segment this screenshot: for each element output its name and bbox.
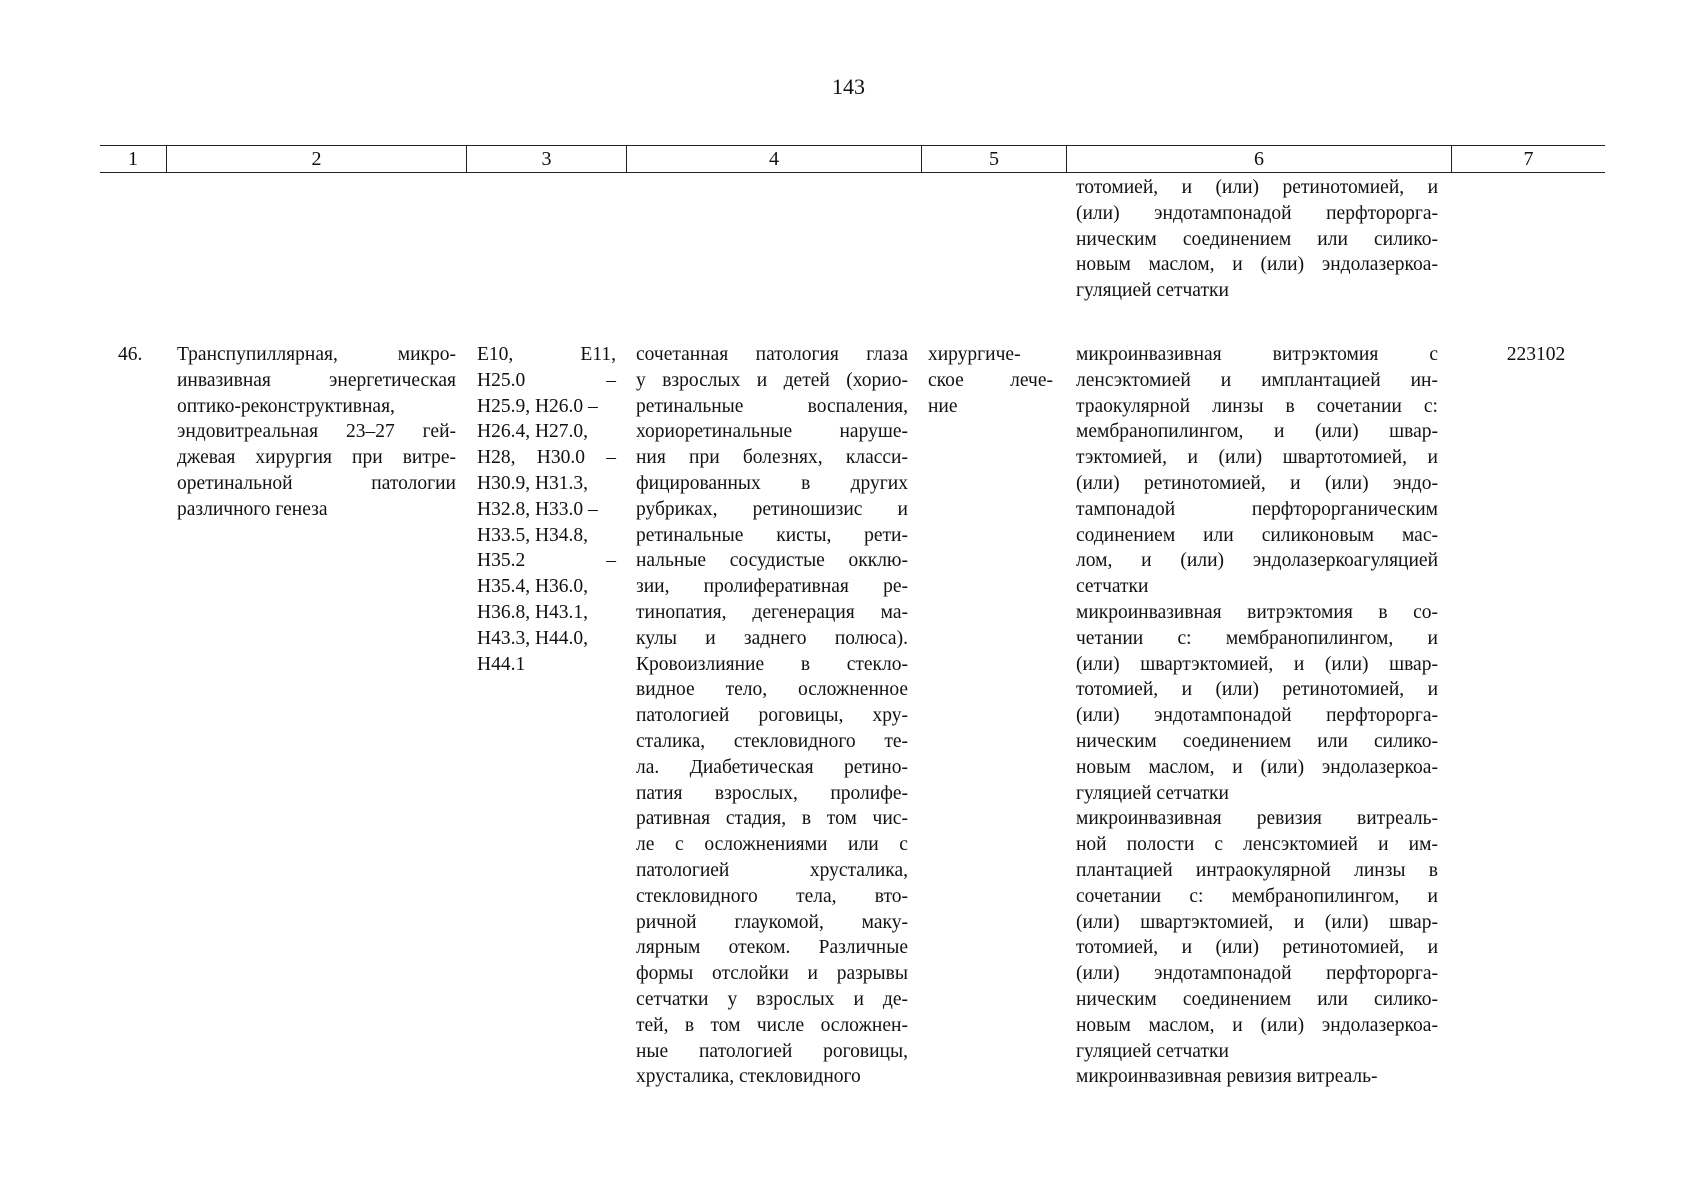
- cont6-line: тотомией, и (или) ретинотомией, и: [1076, 177, 1438, 198]
- cont6-line: ническим соединением или силико-: [1076, 228, 1438, 250]
- cont6-line: (или) эндотампонадой перфторорга-: [1076, 202, 1438, 224]
- header-col-1: 1: [100, 146, 167, 172]
- c2-line: инвазивная энергетическая: [177, 369, 456, 391]
- c2-line: джевая хирургия при витре-: [177, 447, 456, 469]
- c4-line: тей, в том числе осложнен-: [636, 1014, 908, 1036]
- c6-line: микроинвазивная ревизия витреаль-: [1076, 808, 1438, 830]
- header-col-2: 2: [167, 146, 467, 172]
- c6-line: микроинвазивная витрэктомия с: [1076, 344, 1438, 365]
- c4-line: формы отслойки и разрывы: [636, 963, 908, 985]
- c2-line: Транспупиллярная, микро-: [177, 344, 456, 365]
- c4-line: сочетанная патология глаза: [636, 344, 908, 365]
- c4-line: нальные сосудистые окклю-: [636, 550, 908, 572]
- c6-line: плантацией интраокулярной линзы в: [1076, 859, 1438, 881]
- c3-line: H35.4, H36.0,: [477, 576, 589, 598]
- c3-line: H25.0 –: [477, 369, 616, 391]
- c4-line: стекловидного тела, вто-: [636, 885, 908, 907]
- c4-line: ретинальные воспаления,: [636, 395, 908, 417]
- c4-line: ричной глаукомой, маку-: [636, 911, 908, 933]
- header-col-7: 7: [1523, 148, 1534, 170]
- c3-line: H33.5, H34.8,: [477, 524, 589, 546]
- c3-line: H35.2 –: [477, 550, 616, 572]
- c4-line: сталика, стекловидного те-: [636, 730, 908, 752]
- c3-line: E10, E11,: [477, 344, 616, 365]
- c4-line: Кровоизлияние в стекло-: [636, 653, 908, 675]
- c6-line: микроинвазивная ревизия витреаль-: [1076, 1066, 1378, 1088]
- cont6-line: новым маслом, и (или) эндолазеркоа-: [1076, 254, 1438, 276]
- c3-line: H36.8, H43.1,: [477, 601, 589, 623]
- table-header-row: [100, 145, 1605, 173]
- c4-line: сетчатки у взрослых и де-: [636, 988, 908, 1010]
- col3-icd-codes: [477, 342, 616, 677]
- c4-line: тинопатия, дегенерация ма-: [636, 601, 908, 623]
- c6-line: траокулярной линзы в сочетании с:: [1076, 395, 1438, 417]
- col7-cost: [1486, 342, 1586, 368]
- c6-line: лом, и (или) эндолазеркоагуляцией: [1076, 550, 1438, 572]
- c3-line: H43.3, H44.0,: [477, 627, 589, 649]
- header-col-3: 3: [467, 146, 627, 172]
- c6-line: тэктомией, и (или) швартотомией, и: [1076, 447, 1438, 469]
- c6-line: ническим соединением или силико-: [1076, 988, 1438, 1010]
- c4-line: у взрослых и детей (хорио-: [636, 369, 908, 391]
- c2-line: различного генеза: [177, 498, 328, 520]
- col4-diagnosis: [636, 342, 908, 1090]
- c6-line: гуляцией сетчатки: [1076, 1040, 1229, 1062]
- c4-line: зии, пролиферативная ре-: [636, 576, 908, 598]
- col2-method-name: [177, 342, 456, 523]
- c3-line: H44.1: [477, 653, 526, 675]
- c6-line: тампонадой перфторорганическим: [1076, 498, 1438, 520]
- page-number: 143: [832, 74, 865, 99]
- c3-line: H30.9, H31.3,: [477, 472, 589, 494]
- row-number-text: 46.: [118, 344, 143, 365]
- c6-line: содинением или силиконовым мас-: [1076, 524, 1438, 546]
- c2-line: оптико-реконструктивная,: [177, 395, 395, 417]
- c6-line: четании с: мембранопилингом, и: [1076, 627, 1438, 649]
- c4-line: видное тело, осложненное: [636, 679, 908, 701]
- c6-line: (или) швартэктомией, и (или) швар-: [1076, 653, 1438, 675]
- c4-line: патологией роговицы, хру-: [636, 705, 908, 727]
- c5-line: хирургиче-: [928, 344, 1021, 365]
- row-number: [118, 342, 158, 368]
- c6-line: сочетании с: мембранопилингом, и: [1076, 885, 1438, 907]
- c6-line: новым маслом, и (или) эндолазеркоа-: [1076, 756, 1438, 778]
- c6-line: ной полости с ленсэктомией и им-: [1076, 834, 1438, 856]
- c6-line: тотомией, и (или) ретинотомией, и: [1076, 679, 1438, 701]
- c2-line: эндовитреальная 23–27 гей-: [177, 421, 456, 443]
- c5-line: ское лече-: [928, 369, 1053, 391]
- header-col-4: 4: [627, 146, 922, 172]
- c6-line: ническим соединением или силико-: [1076, 730, 1438, 752]
- c6-line: микроинвазивная витрэктомия в со-: [1076, 601, 1438, 623]
- col5-treatment-type: [928, 342, 1053, 419]
- c4-line: лярным отеком. Различные: [636, 937, 908, 959]
- c4-line: патия взрослых, пролифе-: [636, 782, 908, 804]
- c3-line: H26.4, H27.0,: [477, 421, 589, 443]
- continuation-col6: [1076, 175, 1438, 304]
- c4-line: фицированных в других: [636, 472, 908, 494]
- c4-line: кулы и заднего полюса).: [636, 627, 908, 649]
- c6-line: (или) эндотампонадой перфторорга-: [1076, 705, 1438, 727]
- c4-line: ла. Диабетическая ретино-: [636, 756, 908, 778]
- c4-line: хрусталика, стекловидного: [636, 1066, 861, 1088]
- c3-line: H32.8, H33.0 –: [477, 498, 598, 520]
- c6-line: сетчатки: [1076, 576, 1149, 598]
- c6-line: (или) ретинотомией, и (или) эндо-: [1076, 472, 1438, 494]
- c4-line: ния при болезнях, класси-: [636, 447, 908, 469]
- c4-line: хориоретинальные наруше-: [636, 421, 908, 443]
- c4-line: ные патологией роговицы,: [636, 1040, 908, 1062]
- cost-value: 223102: [1506, 344, 1566, 365]
- c5-line: ние: [928, 395, 958, 417]
- c3-line: H28, H30.0 –: [477, 447, 616, 469]
- c4-line: патологией хрусталика,: [636, 859, 908, 881]
- c4-line: рубриках, ретиношизис и: [636, 498, 908, 520]
- c6-line: (или) швартэктомией, и (или) швар-: [1076, 911, 1438, 933]
- c6-line: гуляцией сетчатки: [1076, 782, 1229, 804]
- cont6-line: гуляцией сетчатки: [1076, 280, 1229, 302]
- c4-line: ративная стадия, в том чис-: [636, 808, 908, 830]
- header-col-5: 5: [922, 146, 1067, 172]
- c2-line: оретинальной патологии: [177, 472, 456, 494]
- c6-line: (или) эндотампонадой перфторорга-: [1076, 963, 1438, 985]
- c6-line: ленсэктомией и имплантацией ин-: [1076, 369, 1438, 391]
- header-col-6: 6: [1067, 146, 1452, 172]
- c4-line: ретинальные кисты, рети-: [636, 524, 908, 546]
- c3-line: H25.9, H26.0 –: [477, 395, 598, 417]
- c6-line: новым маслом, и (или) эндолазеркоа-: [1076, 1014, 1438, 1036]
- c6-line: тотомией, и (или) ретинотомией, и: [1076, 937, 1438, 959]
- col6-treatment-method: [1076, 342, 1438, 1090]
- c4-line: ле с осложнениями или с: [636, 834, 908, 856]
- c6-line: мембранопилингом, и (или) швар-: [1076, 421, 1438, 443]
